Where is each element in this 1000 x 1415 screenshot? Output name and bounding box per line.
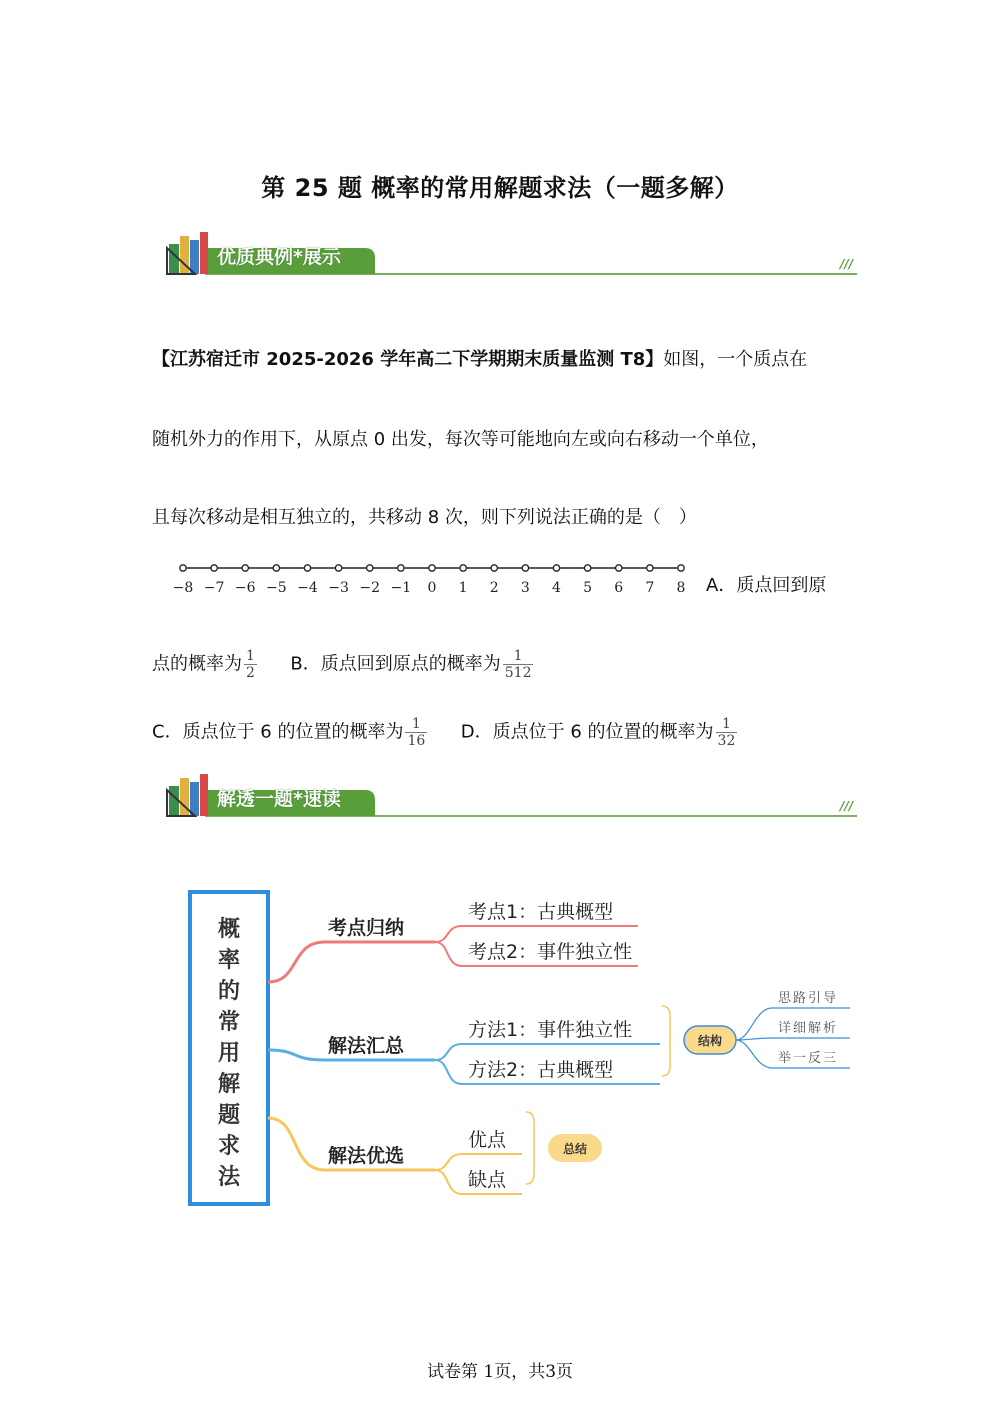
option-b-fraction: [503, 648, 534, 681]
number-line-point: [304, 565, 310, 571]
frac-denominator: 32: [717, 733, 736, 749]
mindmap-branch-label: 考点归纳: [328, 917, 405, 939]
number-line-tick-label: 6: [614, 580, 624, 596]
option-b-text: B．质点回到原点的概率为: [290, 653, 501, 675]
number-line-tick-label: 7: [645, 580, 655, 596]
frac-denominator: 16: [407, 733, 426, 749]
mindmap-root-char: 法: [217, 1165, 241, 1190]
number-line-point: [678, 565, 684, 571]
page-title: 第 25 题 概率的常用解题求法（一题多解）: [261, 174, 739, 202]
number-line-point: [273, 565, 279, 571]
mindmap-root-char: 解: [217, 1072, 241, 1097]
mindmap-branch-connector: [268, 942, 435, 982]
option-a-fraction: [244, 648, 257, 681]
number-line-tick-label: −1: [390, 580, 412, 596]
mindmap-root-char: 用: [217, 1041, 241, 1066]
number-line-graphic: [165, 558, 695, 598]
svg-text:///: ///: [840, 799, 854, 813]
mindmap-structure-item: 思路引导: [778, 991, 839, 1006]
mindmap-bracket: [526, 1112, 534, 1184]
mindmap-leaf-label: 缺点: [468, 1169, 507, 1191]
number-line-tick-label: 0: [427, 580, 437, 596]
mindmap-branch-label: 解法汇总: [328, 1035, 405, 1057]
number-line-point: [647, 565, 653, 571]
option-d-text: D．质点位于 6 的位置的概率为: [460, 721, 714, 743]
mindmap-root-char: 题: [217, 1103, 241, 1128]
number-line-point: [429, 565, 435, 571]
option-ab-line: [152, 648, 852, 681]
section-label: 解透一题*速读: [217, 788, 341, 810]
number-line-tick-label: 8: [676, 580, 686, 596]
number-line-tick-label: 5: [583, 580, 593, 596]
option-c-text: C．质点位于 6 的位置的概率为: [152, 721, 404, 743]
page-footer: 试卷第 1页，共3页: [426, 1362, 574, 1382]
number-line-point: [460, 565, 466, 571]
mindmap-root-char: 概: [217, 917, 241, 942]
number-line-point: [180, 565, 186, 571]
mindmap-root-char: 的: [217, 979, 241, 1004]
number-line-point: [367, 565, 373, 571]
number-line-tick-label: −3: [328, 580, 349, 596]
number-line-tick-label: 2: [489, 580, 499, 596]
mindmap-structure-label: 结构: [697, 1034, 723, 1048]
section-banner-quickread: [165, 770, 860, 822]
mindmap-structure-connector: [736, 1038, 850, 1040]
number-line-point: [522, 565, 528, 571]
mind-map-graphic: [150, 870, 870, 1220]
mindmap-bracket: [662, 1006, 670, 1076]
frac-numerator: 1: [716, 716, 738, 733]
number-line-tick-label: −8: [172, 580, 194, 596]
number-line: [165, 558, 695, 598]
books-icon: [167, 232, 208, 274]
number-line-point: [211, 565, 217, 571]
number-line-tick-label: −2: [359, 580, 381, 596]
frac-denominator: 512: [504, 665, 532, 681]
mindmap-branch-label: 解法优选: [328, 1145, 405, 1167]
frac-numerator: 1: [503, 648, 534, 665]
number-line-tick-label: −4: [297, 580, 318, 596]
number-line-point: [398, 565, 404, 571]
number-line-tick-label: 4: [552, 580, 561, 596]
mindmap-leaf-label: 方法2：古典概型: [468, 1059, 614, 1081]
number-line-tick-label: −5: [266, 580, 287, 596]
mindmap-root-char: 率: [217, 948, 241, 973]
problem-line-3: 且每次移动是相互独立的，共移动 8 次，则下列说法正确的是（ ）: [152, 507, 697, 528]
frac-denominator: 2: [246, 665, 255, 681]
frac-numerator: 1: [405, 716, 427, 733]
number-line-point: [584, 565, 590, 571]
number-line-tick-label: −7: [203, 580, 225, 596]
number-line-point: [553, 565, 559, 571]
mindmap-summary-label: 总结: [562, 1142, 588, 1156]
option-cd-line: [152, 716, 852, 749]
problem-line-2: 随机外力的作用下，从原点 0 出发，每次等可能地向左或向右移动一个单位，: [152, 429, 769, 450]
option-d-fraction: [716, 716, 738, 749]
mindmap-structure-item: 详细解析: [778, 1021, 839, 1036]
mindmap-leaf-label: 优点: [468, 1129, 507, 1151]
mindmap-structure-item: 举一反三: [778, 1051, 839, 1066]
number-line-tick-label: 1: [458, 580, 468, 596]
svg-text:///: ///: [840, 257, 854, 271]
mind-map: [150, 870, 870, 1220]
number-line-point: [242, 565, 248, 571]
section-banner-examples: [165, 228, 860, 280]
option-c-fraction: [405, 716, 427, 749]
number-line-point: [616, 565, 622, 571]
frac-numerator: 1: [246, 648, 255, 664]
option-a-line1: A．质点回到原: [706, 575, 827, 596]
option-a-text: 点的概率为: [152, 653, 242, 675]
mindmap-root-char: 常: [217, 1010, 241, 1035]
number-line-tick-label: −6: [234, 580, 256, 596]
mindmap-leaf-label: 考点1：古典概型: [468, 901, 614, 923]
mindmap-root-char: 求: [217, 1134, 241, 1159]
number-line-point: [491, 565, 497, 571]
mindmap-leaf-connector: [435, 1044, 660, 1060]
mindmap-leaf-label: 考点2：事件独立性: [468, 941, 633, 963]
mindmap-leaf-connector: [435, 1154, 522, 1170]
books-icon: [167, 774, 208, 816]
number-line-tick-label: 3: [520, 580, 530, 596]
mindmap-leaf-label: 方法1：事件独立性: [468, 1019, 633, 1041]
problem-line-1: [152, 348, 852, 372]
section-label: 优质典例*展示: [217, 246, 341, 268]
problem-source: 【江苏宿迁市 2025-2026 学年高二下学期期末质量监测 T8】: [152, 349, 664, 370]
mindmap-leaf-connector: [435, 926, 638, 942]
number-line-point: [335, 565, 341, 571]
problem-text-1: 如图，一个质点在: [663, 349, 808, 370]
